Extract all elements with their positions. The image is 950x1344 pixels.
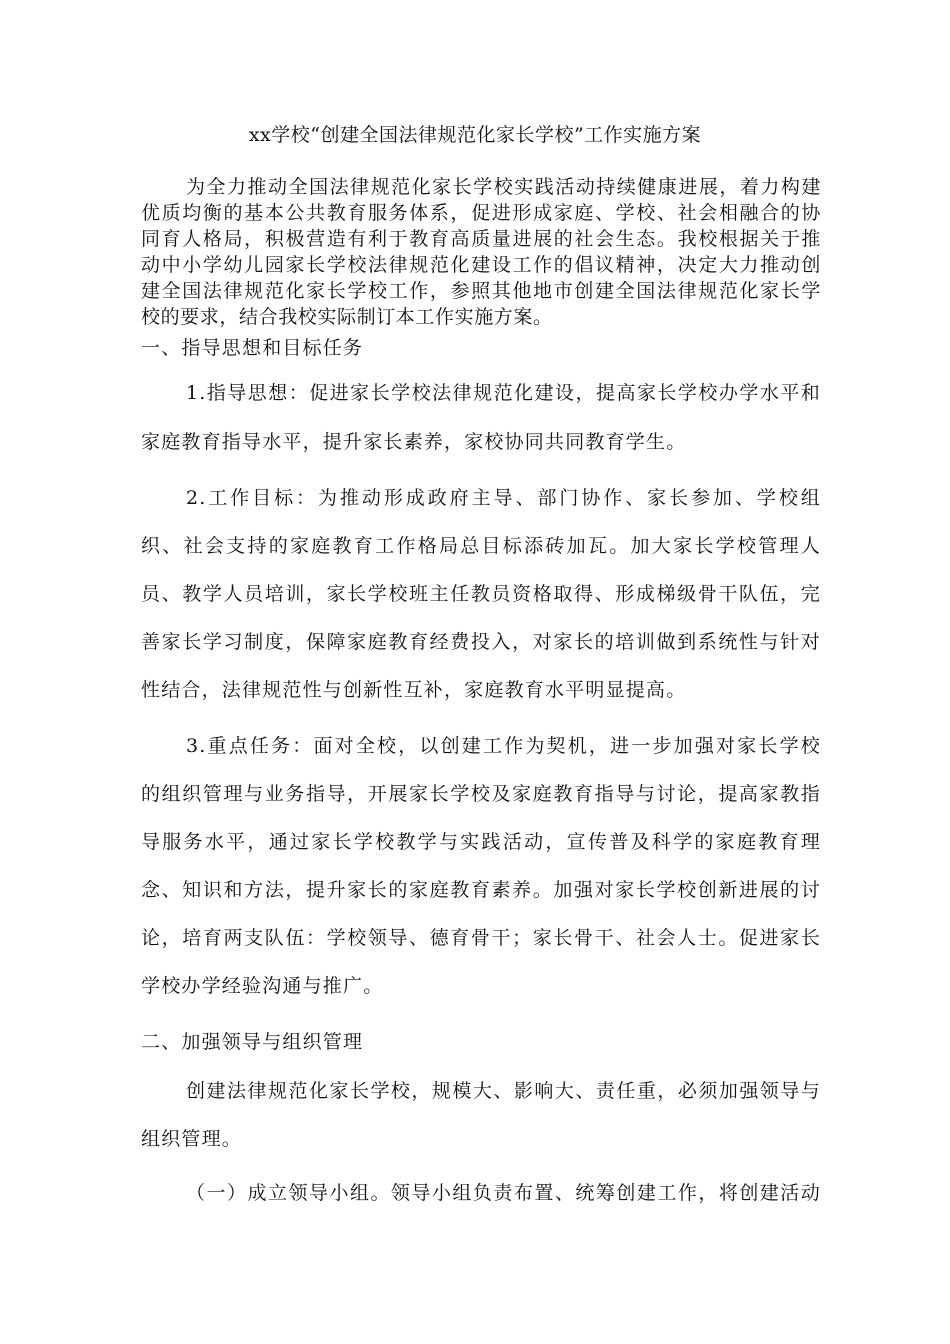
- section-heading: 一、指导思想和目标任务: [141, 337, 364, 359]
- intro-line: 校的要求，结合我校实际制订本工作实施方案。: [141, 306, 553, 328]
- subsection-line: （一）成立领导小组。领导小组负责布置、统筹创建工作，将创建活动: [186, 1182, 821, 1204]
- item1-line: 家庭教育指导水平，提升家长素养，家校协同共同教育学生。: [141, 431, 687, 453]
- item3-line: 论，培育两支队伍：学校领导、德育骨干；家长骨干、社会人士。促进家长: [141, 927, 821, 949]
- item2-line: 善家长学习制度，保障家庭教育经费投入，对家长的培训做到系统性与针对: [141, 631, 821, 653]
- section-heading: 二、加强领导与组织管理: [141, 1031, 364, 1053]
- item3-line: 的组织管理与业务指导，开展家长学校及家庭教育指导与讨论，提高家教指: [141, 783, 821, 805]
- document-title: xx学校“创建全国法律规范化家长学校”工作实施方案: [248, 124, 702, 146]
- item2-line: 性结合，法律规范性与创新性互补，家庭教育水平明显提高。: [141, 679, 687, 701]
- item3-line: 学校办学经验沟通与推广。: [141, 975, 384, 997]
- intro-line: 同育人格局，积极营造有利于教育高质量进展的社会生态。我校根据关于推: [141, 228, 821, 250]
- item2-line: 员、教学人员培训，家长学校班主任教员资格取得、形成梯级骨干队伍，完: [141, 583, 821, 605]
- item3-line: 3.重点任务：面对全校，以创建工作为契机，进一步加强对家长学校: [186, 735, 821, 757]
- item3-line: 导服务水平，通过家长学校教学与实践活动，宣传普及科学的家庭教育理: [141, 831, 821, 853]
- item3-line: 念、知识和方法，提升家长的家庭教育素养。加强对家长学校创新进展的讨: [141, 879, 821, 901]
- intro-line: 动中小学幼儿园家长学校法律规范化建设工作的倡议精神，决定大力推动创: [141, 254, 821, 276]
- intro-line: 建全国法律规范化家长学校工作，参照其他地市创建全国法律规范化家长学: [141, 280, 821, 302]
- item2-line: 2.工作目标：为推动形成政府主导、部门协作、家长参加、学校组: [186, 487, 821, 509]
- section2-line: 组织管理。: [141, 1128, 243, 1150]
- item1-line: 1.指导思想：促进家长学校法律规范化建设，提高家长学校办学水平和: [186, 382, 821, 404]
- intro-line: 优质均衡的基本公共教育服务体系，促进形成家庭、学校、社会相融合的协: [141, 202, 821, 224]
- intro-line: 为全力推动全国法律规范化家长学校实践活动持续健康进展，着力构建: [186, 176, 821, 198]
- item2-line: 织、社会支持的家庭教育工作格局总目标添砖加瓦。加大家长学校管理人: [141, 535, 821, 557]
- section2-line: 创建法律规范化家长学校，规模大、影响大、责任重，必须加强领导与: [186, 1080, 821, 1102]
